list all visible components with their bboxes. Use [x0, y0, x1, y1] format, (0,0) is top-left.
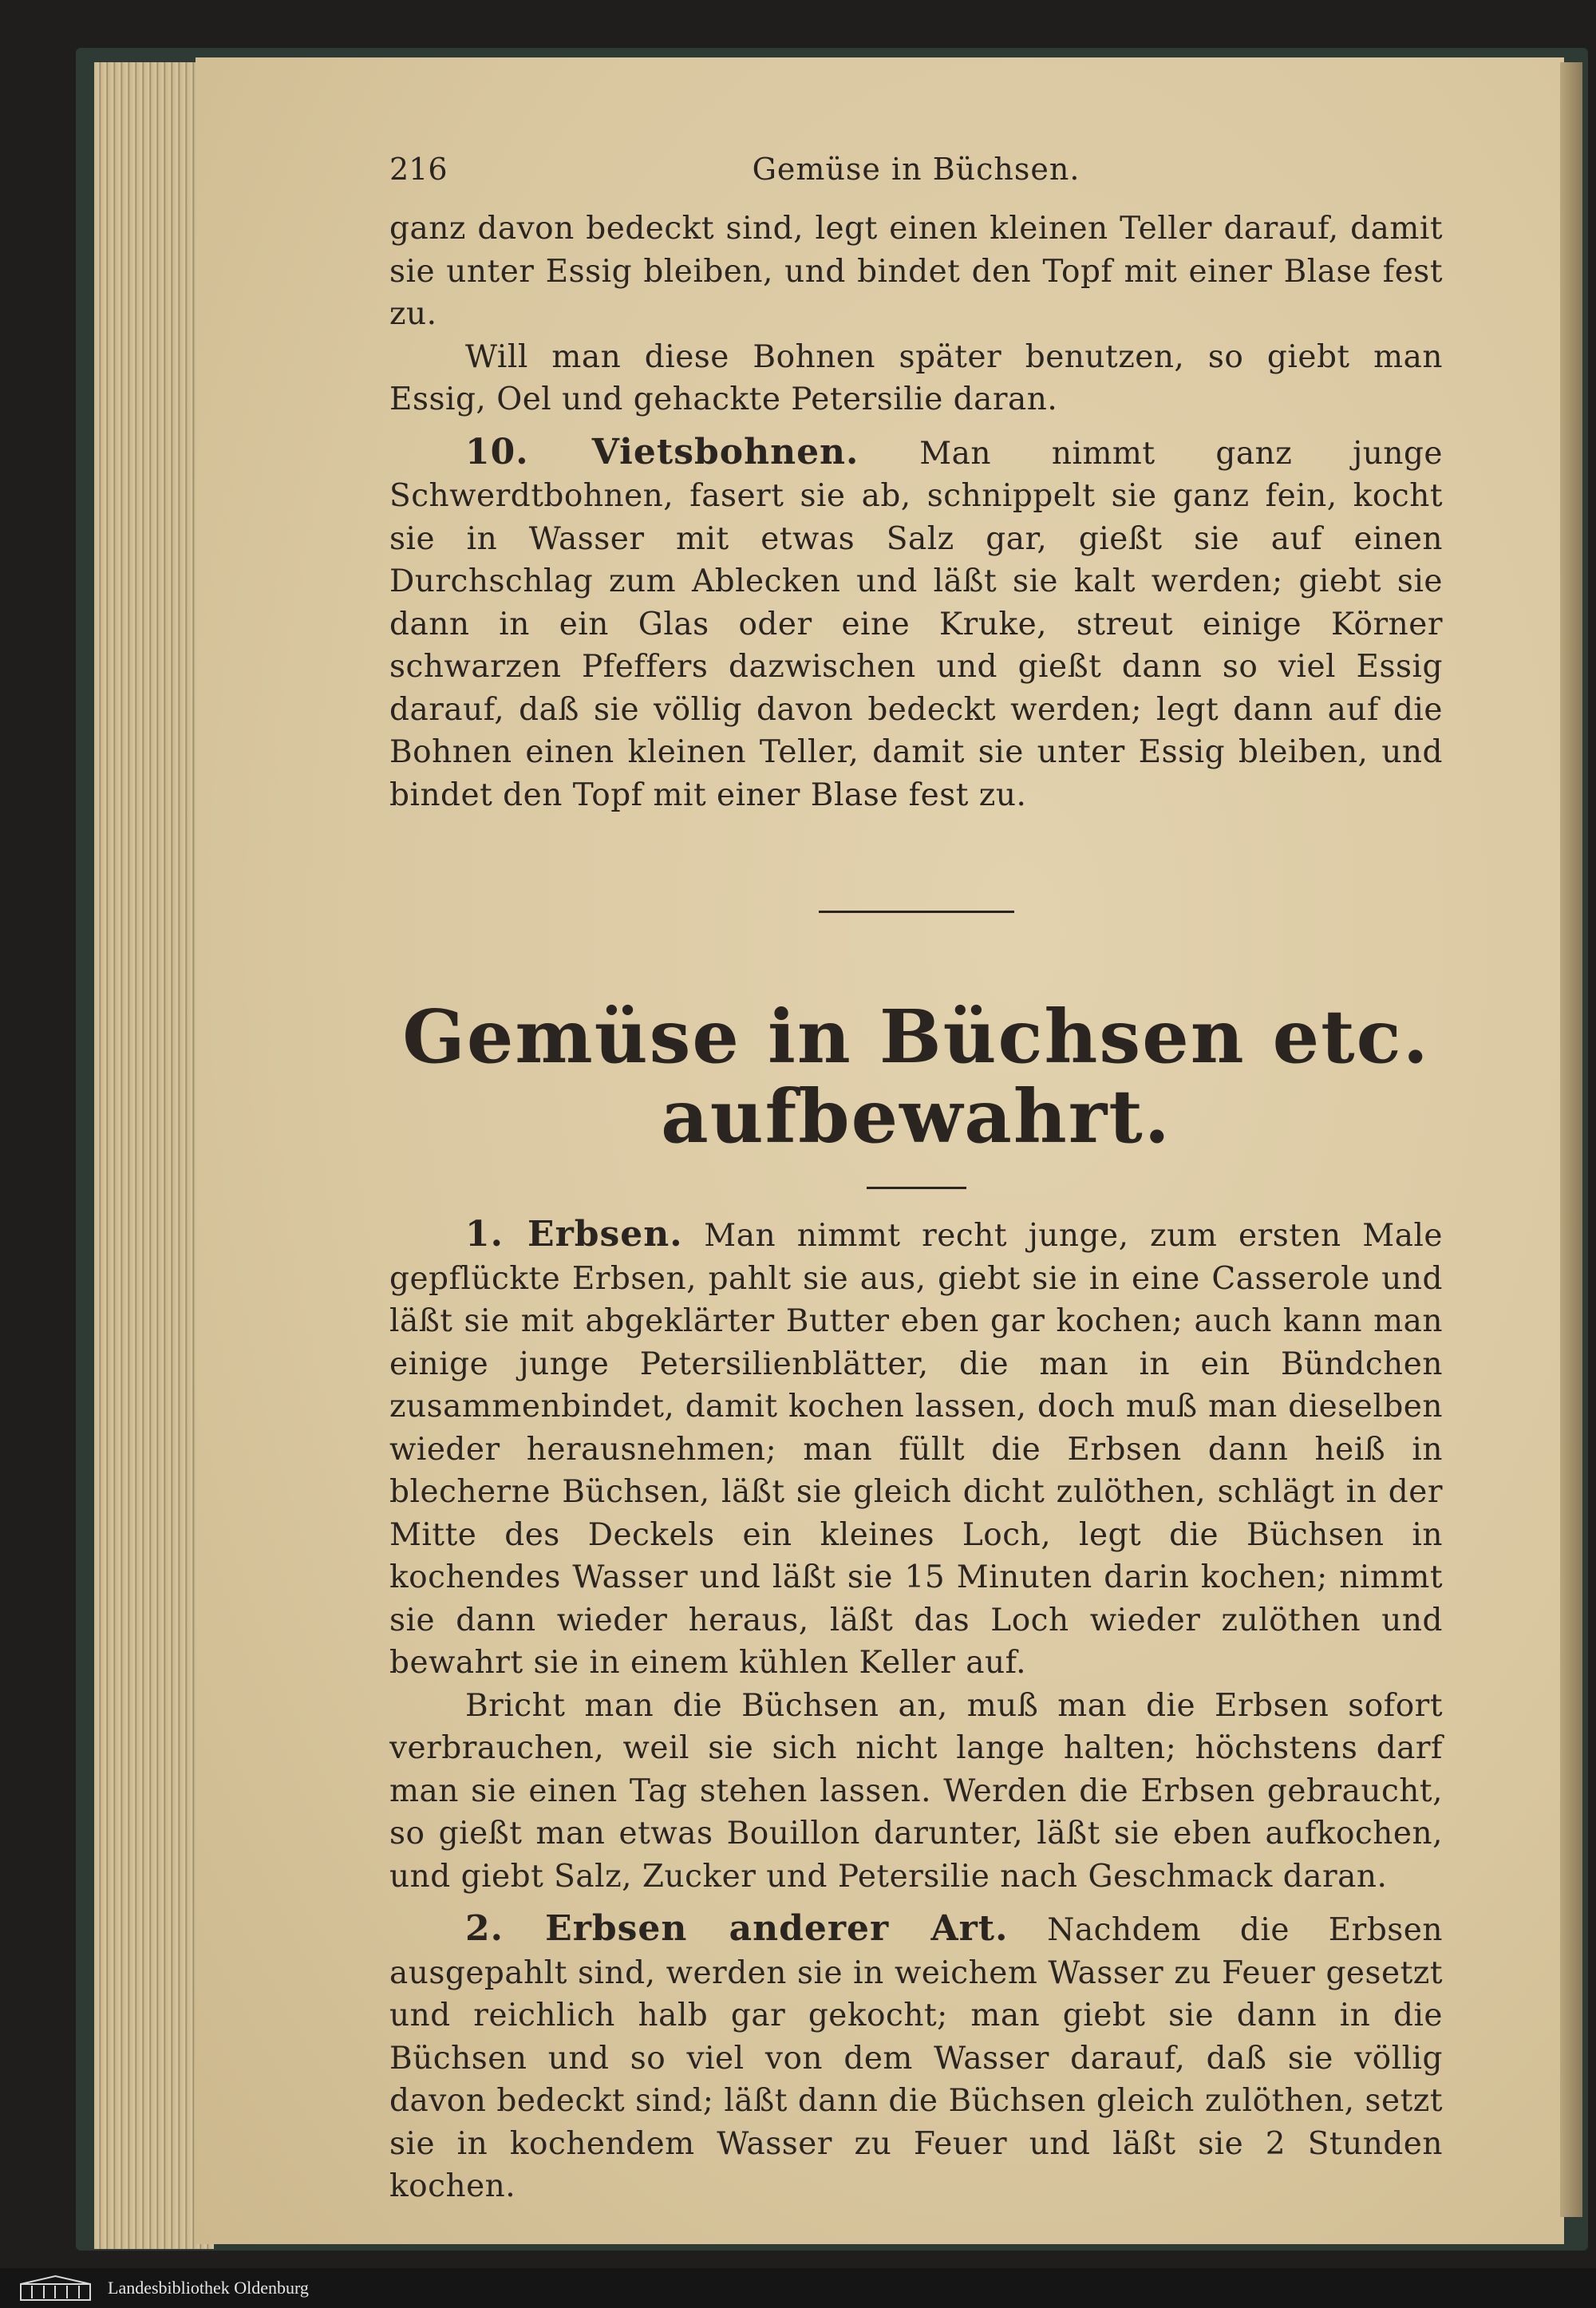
- recipe-10: [389, 431, 1443, 817]
- recipe-heading: 10. Vietsbohnen.: [465, 431, 859, 472]
- recipe-text: Man nimmt ganz junge Schwerdtbohnen, fasert sie ab, schnippelt sie ganz fein, kocht sie in Wasser mit etwas Salz gar, gießt sie auf einen Durchschlag zum Ablecken und läßt sie kalt werden; giebt sie dann in ein Glas oder eine Kruke, streut einige Körner schwarzen Pfeffers dazwischen und gießt dann so viel Essig darauf, daß sie völlig davon bedeckt werden; legt dann auf die Bohnen einen kleinen Teller, damit sie unter Essig bleiben, und bindet den Topf mit einer Blase fest zu.: [389, 435, 1443, 813]
- recipe-text: Nachdem die Erbsen ausgepahlt sind, werden sie in weichem Wasser zu Feuer gesetzt und reichlich halb gar gekocht; man giebt sie dann in die Büchsen und so viel von dem Wasser darauf, daß sie völlig davon bedeckt sind; läßt dann die Büchsen gleich zulöthen, setzt sie in kochendem Wasser zu Feuer und läßt sie 2 Stunden kochen.: [389, 1912, 1444, 2204]
- library-name: Landesbibliothek Oldenburg: [108, 2278, 309, 2298]
- paragraph: Bricht man die Büchsen an, muß man die Erbsen sofort verbrauchen, weil sie sich nicht lange halten; höchstens darf man sie einen Tag stehen lassen. Werden die Erbsen gebraucht, so gießt man etwas Bouillon darunter, läßt sie eben aufkochen, und giebt Salz, Zucker und Petersilie nach Geschmack daran.: [389, 1687, 1443, 1895]
- recipe-text: Man nimmt recht junge, zum ersten Male gepflückte Erbsen, pahlt sie aus, giebt sie in eine Casserole und läßt sie mit abgeklärter Butter eben gar kochen; auch kann man einige junge Petersilienblätter, die man in ein Bündchen zusammenbindet, damit kochen lassen, doch muß man dieselben wieder herausnehmen; man füllt die Erbsen dann heiß in blecherne Büchsen, läßt sie gleich dicht zulöthen, schlägt in der Mitte des Deckels ein kleines Loch, legt die Büchsen in kochendes Wasser und läßt sie 15 Minuten darin kochen; nimmt sie dann wieder heraus, läßt das Loch wieder zulöthen und bewahrt sie in einem kühlen Keller auf.: [389, 1218, 1443, 1681]
- page-gutter: [1560, 62, 1582, 2217]
- footer-bar: [0, 2268, 1596, 2308]
- page-number: 216: [389, 152, 448, 187]
- recipe-1: [389, 1213, 1443, 1685]
- divider: [867, 1187, 966, 1189]
- divider: [819, 911, 1014, 913]
- paragraph: Will man diese Bohnen später benutzen, so giebt man Essig, Oel und gehackte Petersilie daran.: [389, 338, 1443, 417]
- running-title: Gemüse in Büchsen.: [752, 152, 1080, 187]
- running-head: [389, 152, 1443, 207]
- library-building-icon: [18, 2274, 93, 2302]
- page-content: [389, 152, 1443, 2208]
- recipe-heading: 2. Erbsen anderer Art.: [465, 1908, 1009, 1949]
- recipe-heading: 1. Erbsen.: [465, 1214, 683, 1255]
- paragraph: ganz davon bedeckt sind, legt einen kleinen Teller darauf, damit sie unter Essig bleiben, und bindet den Topf mit einer Blase fest zu.: [389, 211, 1443, 332]
- section-title: Gemüse in Büchsen etc. aufbewahrt.: [402, 994, 1430, 1160]
- recipe-2: [389, 1907, 1443, 2208]
